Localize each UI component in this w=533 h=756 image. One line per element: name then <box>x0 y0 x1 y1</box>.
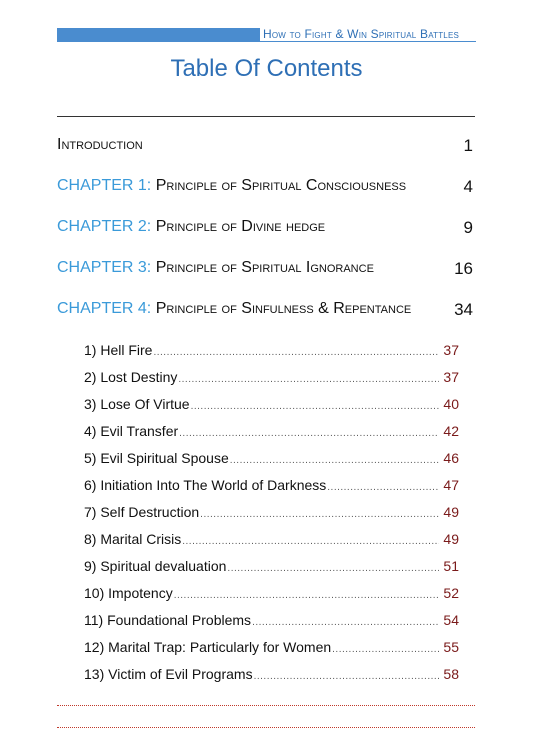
toc-subentry[interactable] <box>84 477 459 493</box>
leader-dots <box>191 401 440 412</box>
subentry-page: 51 <box>443 558 459 574</box>
subentry-title: 4) Evil Transfer <box>84 423 179 439</box>
header-color-bar <box>57 28 260 42</box>
leader-dots <box>332 644 439 655</box>
toc-subentry[interactable] <box>84 666 459 682</box>
leader-dots <box>254 671 440 682</box>
toc-subentry[interactable] <box>84 531 459 547</box>
dotted-divider <box>57 705 475 706</box>
chapter-title: Principle of Spiritual Ignorance <box>155 259 374 276</box>
leader-dots <box>179 428 439 439</box>
subentry-title: 13) Victim of Evil Programs <box>84 666 253 682</box>
subentry-page: 52 <box>443 585 459 601</box>
subentry-title: 12) Marital Trap: Particularly for Women <box>84 639 332 655</box>
chapter-title: Principle of Divine hedge <box>155 218 326 235</box>
toc-entry-chapter-4[interactable] <box>57 300 477 318</box>
subentry-page: 55 <box>443 639 459 655</box>
subentry-page: 46 <box>443 450 459 466</box>
toc-subentry[interactable] <box>84 369 459 385</box>
subentry-title: 10) Impotency <box>84 585 173 601</box>
leader-dots <box>230 455 440 466</box>
toc-entry-chapter-1[interactable] <box>57 177 477 195</box>
title-divider <box>57 116 475 117</box>
chapter-label: CHAPTER 4: <box>57 300 152 317</box>
chapter-page: 9 <box>463 218 473 237</box>
chapter-label: CHAPTER 2: <box>57 218 152 235</box>
toc-subentry[interactable] <box>84 423 459 439</box>
header-rule <box>260 41 476 42</box>
leader-dots <box>252 617 439 628</box>
chapter-page: 16 <box>454 259 473 278</box>
subentry-title: 5) Evil Spiritual Spouse <box>84 450 229 466</box>
subentry-title: 6) Initiation Into The World of Darkness <box>84 477 327 493</box>
leader-dots <box>327 482 439 493</box>
subentry-title: 7) Self Destruction <box>84 504 200 520</box>
toc-entry-chapter-3[interactable] <box>57 259 477 277</box>
subentry-title: 9) Spiritual devaluation <box>84 558 227 574</box>
chapter-label: CHAPTER 3: <box>57 259 152 276</box>
chapter-page: 4 <box>463 177 473 196</box>
toc-subentry[interactable] <box>84 558 459 574</box>
toc-subentry[interactable] <box>84 342 459 358</box>
subentry-page: 58 <box>443 666 459 682</box>
toc-entry-title: Introduction <box>57 136 143 153</box>
toc-subentry[interactable] <box>84 612 459 628</box>
toc-subentry[interactable] <box>84 396 459 412</box>
toc-entry-chapter-2[interactable] <box>57 218 477 236</box>
toc-title: Table Of Contents <box>170 55 363 82</box>
leader-dots <box>174 590 440 601</box>
running-header-title: How to Fight & Win Spiritual Battles <box>263 27 460 41</box>
subentry-page: 37 <box>443 369 459 385</box>
leader-dots <box>178 374 439 385</box>
leader-dots <box>227 563 439 574</box>
chapter-page: 34 <box>454 300 473 319</box>
subentry-page: 47 <box>443 477 459 493</box>
dotted-divider <box>57 727 475 728</box>
leader-dots <box>200 509 439 520</box>
leader-dots <box>153 347 439 358</box>
subentry-title: 1) Hell Fire <box>84 342 153 358</box>
subentry-page: 40 <box>443 396 459 412</box>
subentry-page: 49 <box>443 531 459 547</box>
leader-dots <box>182 536 439 547</box>
subentry-title: 2) Lost Destiny <box>84 369 178 385</box>
subentry-page: 49 <box>443 504 459 520</box>
chapter-label: CHAPTER 1: <box>57 177 152 194</box>
subentry-page: 37 <box>443 342 459 358</box>
subentry-title: 8) Marital Crisis <box>84 531 182 547</box>
toc-subentry[interactable] <box>84 450 459 466</box>
toc-entry-page: 1 <box>463 136 473 155</box>
subentry-page: 54 <box>443 612 459 628</box>
toc-subentry[interactable] <box>84 639 459 655</box>
subentry-title: 11) Foundational Problems <box>84 612 252 628</box>
toc-entry-introduction[interactable] <box>57 136 477 154</box>
toc-subentry[interactable] <box>84 585 459 601</box>
subentry-page: 42 <box>443 423 459 439</box>
toc-subentry[interactable] <box>84 504 459 520</box>
chapter-title: Principle of Spiritual Consciousness <box>155 177 407 194</box>
subentry-title: 3) Lose Of Virtue <box>84 396 190 412</box>
chapter-title: Principle of Sinfulness & Repentance <box>155 300 412 317</box>
